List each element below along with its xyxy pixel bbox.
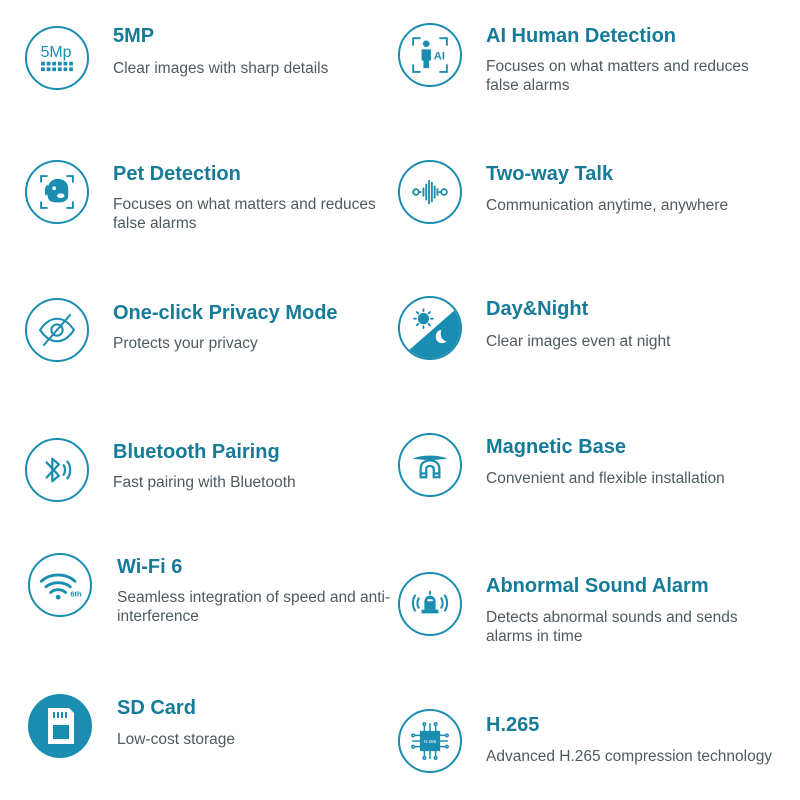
bluetooth-icon <box>25 438 89 502</box>
day-night-icon <box>398 296 462 360</box>
feature-description: Seamless integration of speed and anti-interference <box>117 589 391 625</box>
feature-title: Bluetooth Pairing <box>113 441 280 463</box>
feature-description: Communication anytime, anywhere <box>486 197 729 214</box>
feature-title: One-click Privacy Mode <box>113 302 338 324</box>
feature-description: Focuses on what matters and reduces false alarms <box>113 196 376 232</box>
privacy-eye-icon <box>25 298 89 362</box>
feature-description: Clear images with sharp details <box>113 60 329 77</box>
sound-alarm-icon <box>398 572 462 636</box>
feature-description: Protects your privacy <box>113 335 258 352</box>
feature-title: H.265 <box>486 714 540 736</box>
feature-title: Wi-Fi 6 <box>117 556 183 578</box>
5mp-icon <box>25 26 89 90</box>
feature-description: Low-cost storage <box>117 731 236 748</box>
feature-title: Magnetic Base <box>486 436 627 458</box>
feature-title: AI Human Detection <box>486 25 677 47</box>
wifi-6-icon <box>28 553 92 617</box>
svg-text:H.265: H.265 <box>423 738 437 744</box>
feature-description: Focuses on what matters and reduces false alarms <box>486 58 749 94</box>
feature-title: SD Card <box>117 697 196 719</box>
feature-description: Fast pairing with Bluetooth <box>113 474 296 491</box>
feature-title: Two-way Talk <box>486 163 614 185</box>
feature-description: Clear images even at night <box>486 333 671 350</box>
feature-description: Detects abnormal sounds and sends alarms in time <box>486 609 738 645</box>
svg-text:6th: 6th <box>70 589 82 599</box>
svg-text:AI: AI <box>433 50 445 63</box>
feature-title: Day&Night <box>486 298 589 320</box>
sd-card-icon <box>28 694 92 758</box>
feature-description: Convenient and flexible installation <box>486 470 725 487</box>
chip-icon <box>398 709 462 773</box>
ai-human-detection-icon <box>398 23 462 87</box>
feature-title: Abnormal Sound Alarm <box>486 575 709 597</box>
two-way-talk-icon <box>398 160 462 224</box>
feature-title: 5MP <box>113 25 155 47</box>
feature-description: Advanced H.265 compression technology <box>486 748 773 765</box>
feature-title: Pet Detection <box>113 163 241 185</box>
magnet-icon <box>398 433 462 497</box>
pet-detection-icon <box>25 160 89 224</box>
svg-text:5Mp: 5Mp <box>40 44 72 62</box>
